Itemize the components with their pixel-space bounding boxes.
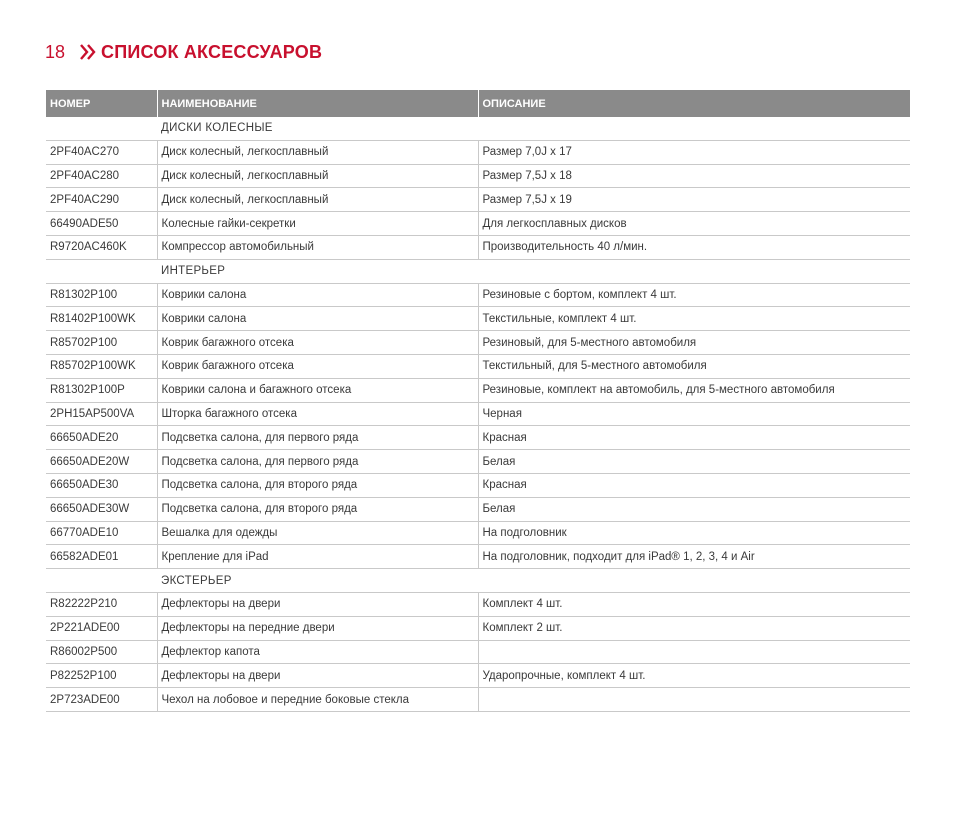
cell-number: 2P723ADE00 — [46, 688, 157, 712]
cell-name: Коврики салона — [157, 283, 478, 307]
table-row — [46, 664, 910, 688]
table-row — [46, 450, 910, 474]
cell-name: Крепление для iPad — [157, 545, 478, 569]
cell-name: Диск колесный, легкосплавный — [157, 164, 478, 188]
cell-description: Красная — [478, 426, 910, 450]
table-row — [46, 283, 910, 307]
cell-number: R85702P100WK — [46, 354, 157, 378]
cell-number: R81302P100 — [46, 283, 157, 307]
cell-number: 2PF40AC280 — [46, 164, 157, 188]
cell-number: R85702P100 — [46, 331, 157, 355]
table-row — [46, 307, 910, 331]
cell-description: Комплект 2 шт. — [478, 616, 910, 640]
table-row — [46, 235, 910, 259]
cell-number: R86002P500 — [46, 640, 157, 664]
cell-description: Производительность 40 л/мин. — [478, 235, 910, 259]
cell-description: Текстильный, для 5-местного автомобиля — [478, 354, 910, 378]
cell-description: Размер 7,0J x 17 — [478, 140, 910, 164]
cell-number: P82252P100 — [46, 664, 157, 688]
table-row — [46, 378, 910, 402]
cell-description: Белая — [478, 497, 910, 521]
table-row — [46, 402, 910, 426]
page-header — [45, 40, 322, 64]
section-spacer — [46, 117, 157, 140]
section-row — [46, 569, 910, 593]
table-row — [46, 140, 910, 164]
cell-description: Резиновые с бортом, комплект 4 шт. — [478, 283, 910, 307]
cell-description: Комплект 4 шт. — [478, 592, 910, 616]
cell-name: Дефлектор капота — [157, 640, 478, 664]
cell-name: Шторка багажного отсека — [157, 402, 478, 426]
cell-number: 66582ADE01 — [46, 545, 157, 569]
double-chevron-right-icon — [79, 44, 97, 60]
table-row — [46, 331, 910, 355]
cell-description: Белая — [478, 450, 910, 474]
cell-number: 2P221ADE00 — [46, 616, 157, 640]
cell-description: Ударопрочные, комплект 4 шт. — [478, 664, 910, 688]
page-title: СПИСОК АКСЕССУАРОВ — [101, 41, 323, 62]
cell-description: Красная — [478, 473, 910, 497]
section-row — [46, 259, 910, 283]
table-row — [46, 473, 910, 497]
section-label: ДИСКИ КОЛЕСНЫЕ — [157, 117, 910, 140]
cell-number: 66770ADE10 — [46, 521, 157, 545]
cell-name: Чехол на лобовое и передние боковые стекла — [157, 688, 478, 712]
cell-name: Подсветка салона, для первого ряда — [157, 450, 478, 474]
table-row — [46, 640, 910, 664]
cell-name: Вешалка для одежды — [157, 521, 478, 545]
section-label: ИНТЕРЬЕР — [157, 259, 910, 283]
cell-description: Черная — [478, 402, 910, 426]
cell-number: 2PF40AC290 — [46, 188, 157, 212]
table-row — [46, 521, 910, 545]
cell-description: Резиновые, комплект на автомобиль, для 5-местного автомобиля — [478, 378, 910, 402]
cell-description: Для легкосплавных дисков — [478, 212, 910, 236]
cell-name: Дефлекторы на двери — [157, 664, 478, 688]
table-row — [46, 354, 910, 378]
cell-number: 2PF40AC270 — [46, 140, 157, 164]
cell-number: 2PH15AP500VA — [46, 402, 157, 426]
table-row — [46, 688, 910, 712]
cell-description — [478, 688, 910, 712]
cell-number: R9720AC460K — [46, 235, 157, 259]
cell-description — [478, 640, 910, 664]
table-row — [46, 212, 910, 236]
cell-description: На подголовник — [478, 521, 910, 545]
cell-name: Коврики салона — [157, 307, 478, 331]
table-header-row — [46, 90, 910, 117]
table-row — [46, 545, 910, 569]
table-row — [46, 592, 910, 616]
cell-number: 66650ADE30W — [46, 497, 157, 521]
section-row — [46, 117, 910, 140]
cell-name: Компрессор автомобильный — [157, 235, 478, 259]
cell-description: На подголовник, подходит для iPad® 1, 2, 3, 4 и Air — [478, 545, 910, 569]
table-row — [46, 426, 910, 450]
section-spacer — [46, 569, 157, 593]
cell-name: Колесные гайки-секретки — [157, 212, 478, 236]
cell-name: Дефлекторы на передние двери — [157, 616, 478, 640]
table-row — [46, 188, 910, 212]
cell-name: Подсветка салона, для второго ряда — [157, 497, 478, 521]
table-row — [46, 616, 910, 640]
cell-number: 66650ADE30 — [46, 473, 157, 497]
cell-name: Коврик багажного отсека — [157, 354, 478, 378]
table-row — [46, 497, 910, 521]
column-header-name: НАИМЕНОВАНИЕ — [157, 90, 478, 117]
table-row — [46, 164, 910, 188]
column-header-number: НОМЕР — [46, 90, 157, 117]
cell-number: R82222P210 — [46, 592, 157, 616]
section-label: ЭКСТЕРЬЕР — [157, 569, 910, 593]
cell-number: 66650ADE20 — [46, 426, 157, 450]
cell-name: Подсветка салона, для первого ряда — [157, 426, 478, 450]
page-number: 18 — [45, 41, 66, 62]
cell-number: 66650ADE20W — [46, 450, 157, 474]
cell-name: Подсветка салона, для второго ряда — [157, 473, 478, 497]
table-body — [46, 117, 910, 711]
cell-number: 66490ADE50 — [46, 212, 157, 236]
cell-name: Коврики салона и багажного отсека — [157, 378, 478, 402]
cell-description: Размер 7,5J x 19 — [478, 188, 910, 212]
cell-number: R81302P100P — [46, 378, 157, 402]
cell-description: Резиновый, для 5-местного автомобиля — [478, 331, 910, 355]
cell-description: Текстильные, комплект 4 шт. — [478, 307, 910, 331]
section-spacer — [46, 259, 157, 283]
cell-description: Размер 7,5J x 18 — [478, 164, 910, 188]
cell-number: R81402P100WK — [46, 307, 157, 331]
accessories-table — [46, 90, 910, 712]
column-header-description: ОПИСАНИЕ — [478, 90, 910, 117]
cell-name: Диск колесный, легкосплавный — [157, 188, 478, 212]
cell-name: Коврик багажного отсека — [157, 331, 478, 355]
cell-name: Диск колесный, легкосплавный — [157, 140, 478, 164]
cell-name: Дефлекторы на двери — [157, 592, 478, 616]
